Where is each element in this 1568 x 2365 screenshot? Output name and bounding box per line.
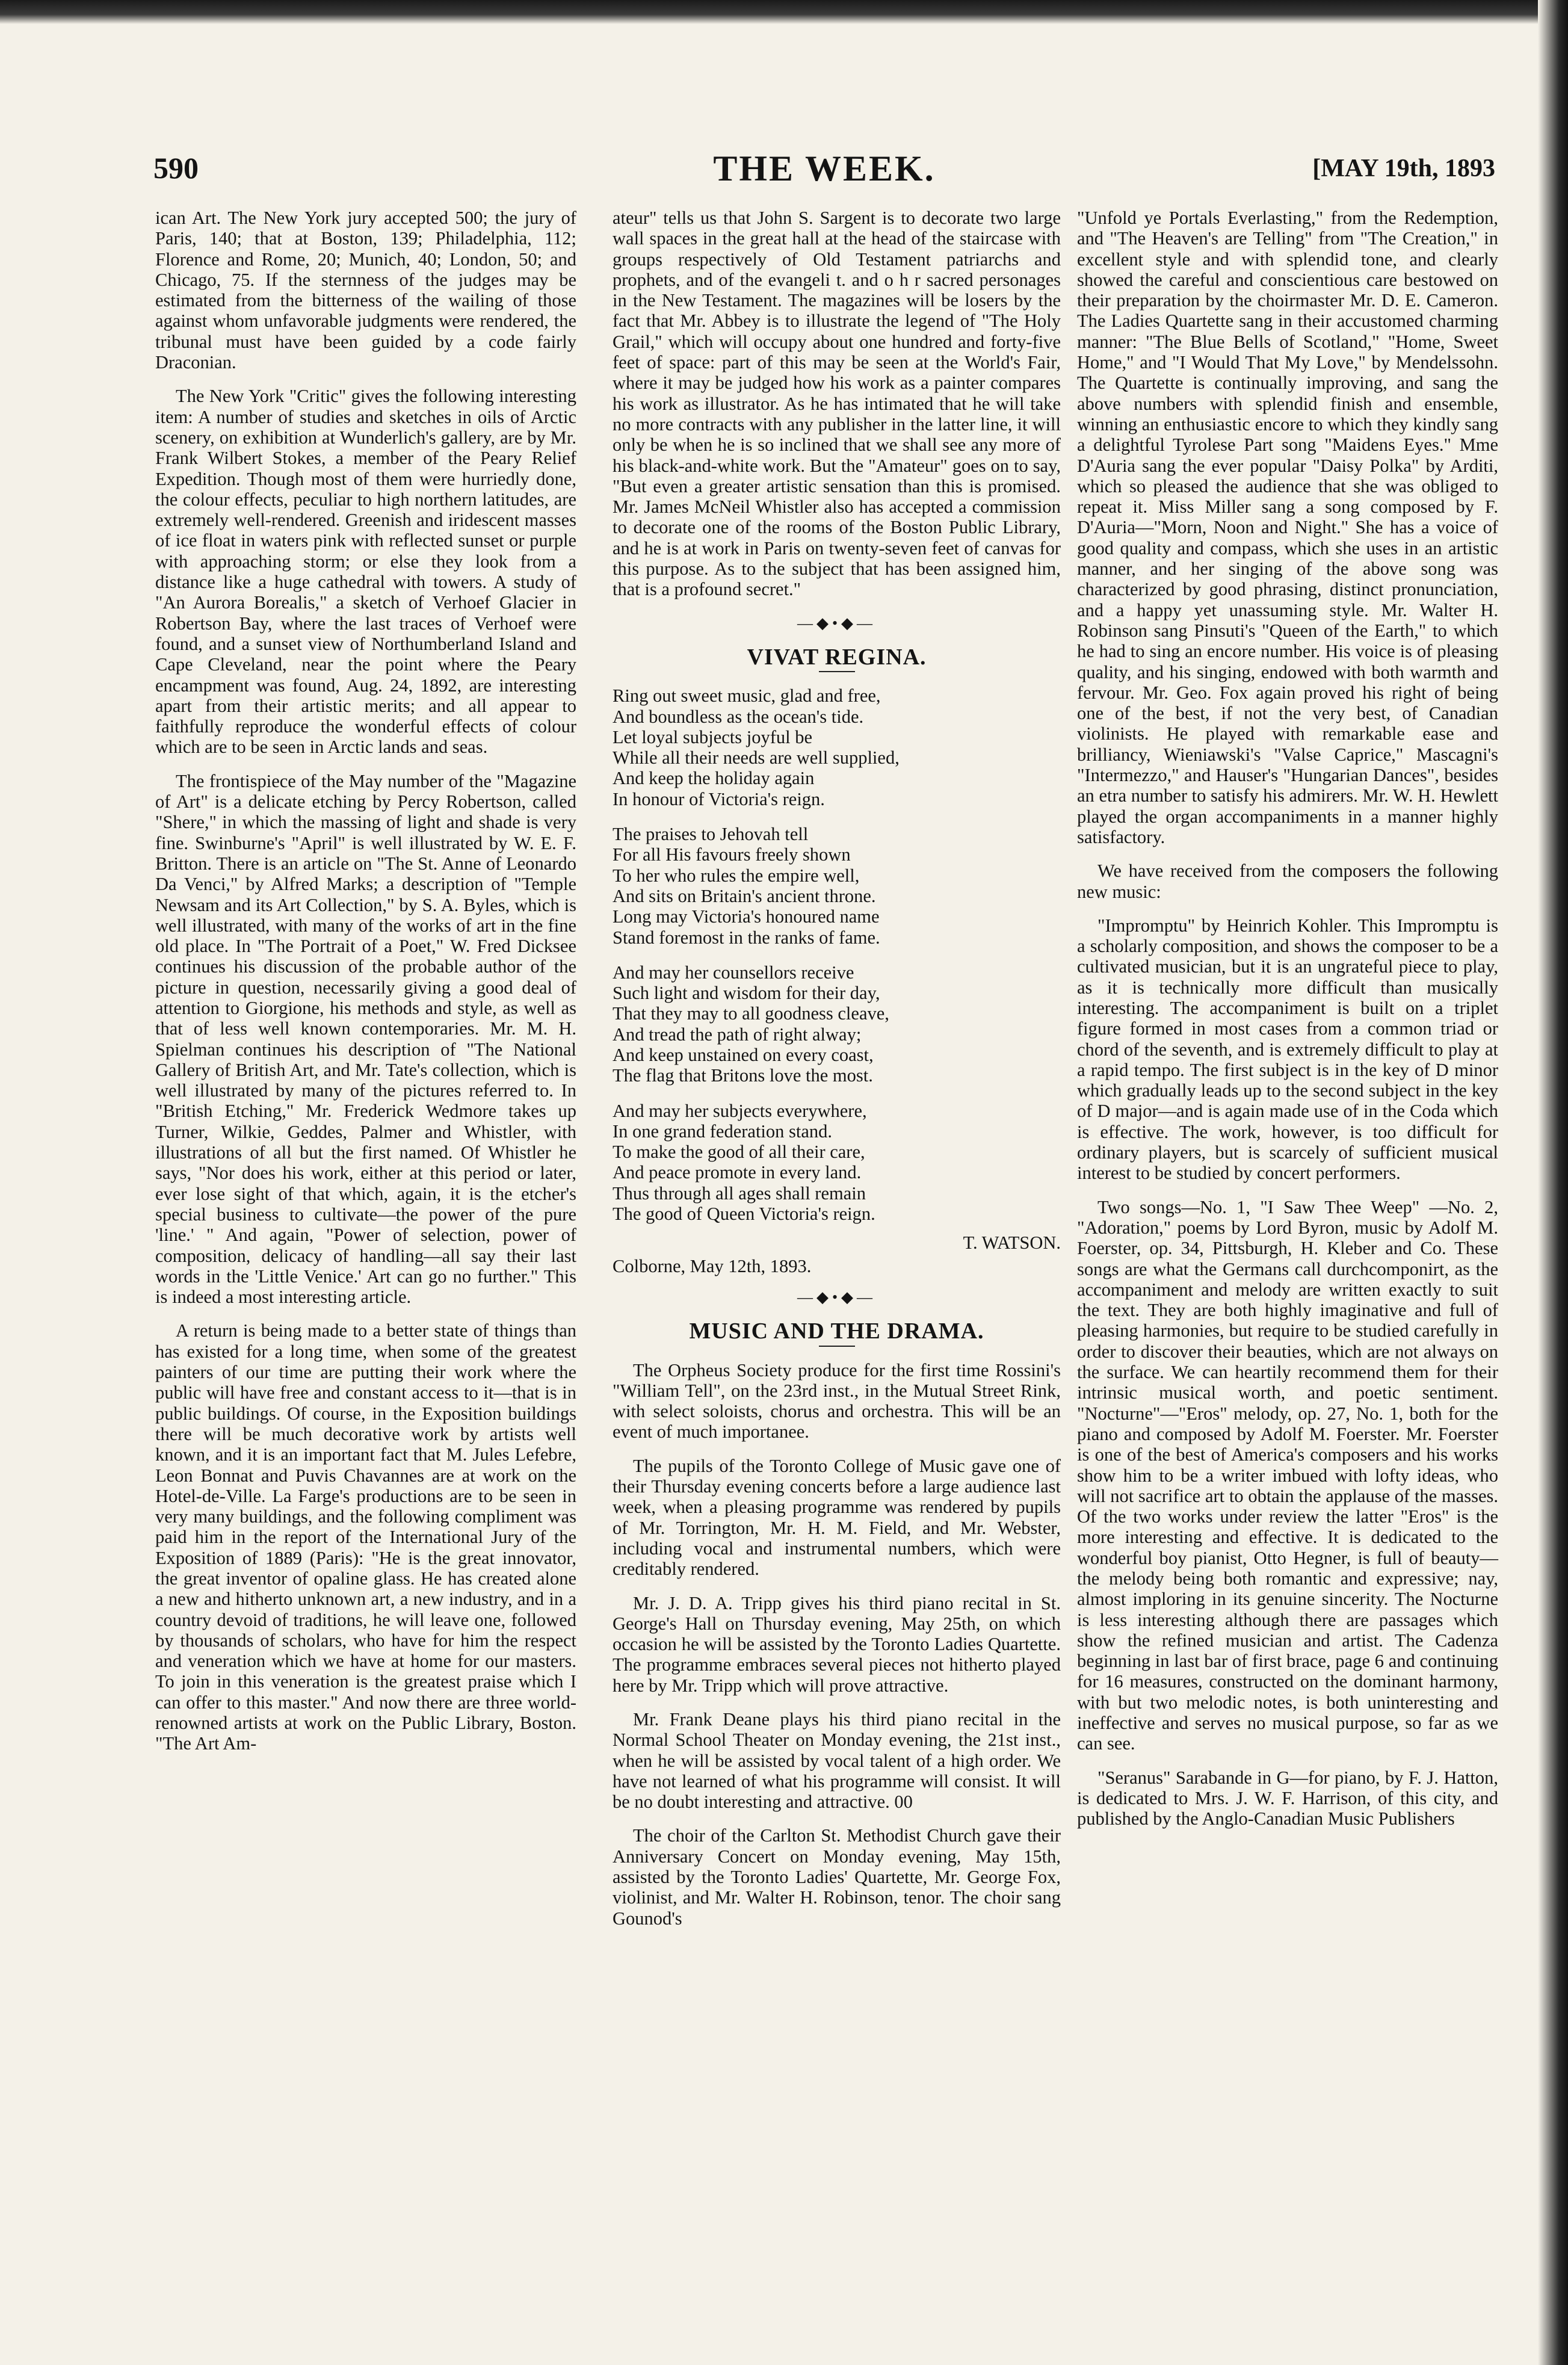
issue-date: [MAY 19th, 1893 bbox=[1312, 155, 1495, 182]
column-2 bbox=[613, 208, 1061, 1942]
music-paragraph: The Orpheus Society produce for the first time Rossini's "William Tell", on the 23rd inst., in the Mutual Street Rink, with select soloists, chorus and orchestra. This will be an event of much importanee. bbox=[613, 1359, 1061, 1442]
music-paragraph: "Impromptu" by Heinrich Kohler. This Impromptu is a scholarly composition, and shows the composer to be a cultivated musician, but it is an ungrateful piece to play, as it is technically more difficult than musically interesting. The accompaniment is built on a triplet figure formed in most cases from a common triad or chord of the seventh, and is extremely difficult to play at a rapid tempo. The first subject is in the key of D minor which gradually leads up to the second subject in the key of D major—and is again made use of in the Coda which is effective. The work, however, is too difficult for ordinary players, but is scarcely of sufficient musical interest to be studied by concert performers. bbox=[1077, 915, 1498, 1184]
page-top-edge bbox=[0, 0, 1568, 24]
poem-line: Thus through all ages shall remain bbox=[613, 1182, 866, 1204]
music-paragraph: The choir of the Carlton St. Methodist Church gave their Anniversary Concert on Monday evening, May 15th, assisted by the Toronto Ladies' Quartette, Mr. George Fox, violinist, and Mr. Walter H. Robinson, tenor. The choir sang Gounod's bbox=[613, 1825, 1061, 1929]
art-paragraph: ateur" tells us that John S. Sargent is to decorate two large wall spaces in the great hall at the head of the staircase with groups respectively of Old Testament patriarchs and prophets, and of the evangeli t. and o h r sacred personages in the New Testament. The magazines will be losers by the fact that Mr. Abbey is to illustrate the legend of "The Holy Grail," which will occupy about one hundred and forty-five feet of space: part of this may be seen at the World's Fair, where it may be judged how his work as a painter compares his work as illustrator. As he has intimated that he will take no more contracts with any publisher in the latter line, it will only be when he is so inclined that we shall see any more of his black-and-white work. But the "Amateur" goes on to say, "But even a greater artistic sensation than this is promised. Mr. James McNeil Whistler also has accepted a commission to decorate one of the rooms of the Boston Public Library, and he is at work in Paris on twenty-seven feet of canvas for this purpose. As to the subject that has been assigned him, that is a profound secret." bbox=[613, 208, 1061, 600]
title-rule bbox=[819, 671, 855, 672]
publication-title: THE WEEK. bbox=[713, 149, 936, 188]
section-title-music: MUSIC AND THE DRAMA. bbox=[689, 1319, 984, 1344]
poem-line: In honour of Victoria's reign. bbox=[613, 788, 825, 809]
poem-line: Such light and wisdom for their day, bbox=[613, 983, 880, 1004]
poem-line: And peace promote in every land. bbox=[613, 1162, 862, 1183]
poem-line: The good of Queen Victoria's reign. bbox=[613, 1204, 875, 1225]
poem-line: Long may Victoria's honoured name bbox=[613, 906, 880, 927]
poem-line: And keep unstained on every coast, bbox=[613, 1044, 874, 1065]
column-1 bbox=[155, 208, 576, 1767]
poem-dateline: Colborne, May 12th, 1893. bbox=[613, 1255, 812, 1276]
music-paragraph: We have received from the composers the following new music: bbox=[1077, 861, 1498, 902]
poem-line: And sits on Britain's ancient throne. bbox=[613, 885, 876, 906]
poem-stanza bbox=[613, 962, 1061, 1086]
title-rule bbox=[819, 1346, 855, 1347]
music-paragraph: "Seranus" Sarabande in G—for piano, by F. J. Hatton, is dedicated to Mrs. J. W. F. Harrison, of this city, and published by the Anglo-Canadian Music Publishers bbox=[1077, 1767, 1498, 1829]
section-divider-ornament: —◆•◆— bbox=[797, 1288, 877, 1306]
poem-line: Stand foremost in the ranks of fame. bbox=[613, 927, 880, 948]
page-header bbox=[153, 150, 1495, 199]
poem-line: And boundless as the ocean's tide. bbox=[613, 706, 864, 727]
poem-line: Let loyal subjects joyful be bbox=[613, 726, 813, 747]
poem-stanza bbox=[613, 685, 1061, 809]
art-paragraph: The New York "Critic" gives the following interesting item: A number of studies and sketches in oils of Arctic scenery, on exhibition at Wunderlich's gallery, are by Mr. Frank Wilbert Stokes, a member of the Peary Relief Expedition. Though most of them were hurriedly done, the colour effects, peculiar to high northern latitudes, are extremely well-rendered. Greenish and iridescent masses of ice float in waters pink with reflected sunset or purple with approaching storm; or else they look from a distance like a huge cathedral with towers. A study of "An Aurora Borealis," a sketch of Verhoef Glacier in Robertson Bay, where the last traces of Verhoef were found, and a sunset view of Northumberland Island and Cape Cleveland, near the point where the Peary encampment was found, Aug. 24, 1892, are interesting apart from their artistic merits; and all appear to faithfully reproduce the wonderful effects of colour which are to be seen in Arctic lands and seas. bbox=[155, 386, 576, 758]
art-paragraph: The frontispiece of the May number of the "Magazine of Art" is a delicate etching by Percy Robertson, called "Shere," in which the massing of light and shade is very fine. Swinburne's "April" is well illustrated by W. E. F. Britton. There is an article on "The St. Anne of Leonardo Da Venci," by Alfred Marks; a description of "Temple Newsam and its Art Collection," by S. A. Byles, which is well illustrated, with many of the works of art in the fine old place. In "The Portrait of a Poet," W. Fred Dicksee continues his discussion of the probable author of the picture in question, necessarily giving a good deal of attention to Giorgione, his methods and style, as well as that of less well known contemporaries. Mr. M. H. Spielman continues his description of "The National Gallery of British Art, and Mr. Tate's collection, which is well illustrated by many of the pictures referred to. In "British Etching," Mr. Frederick Wedmore takes up Turner, Wilkie, Geddes, Palmer and Whistler, with illustrations of all but the first named. Of Whistler he says, "Nor does his work, either at this period or later, ever lose sight of that which, again, it is the etcher's special business to cultivate—the power of the pure 'line.' " And again, "Power of selection, power of composition, delicacy of handling—all say their last words in the 'Little Venice.' Art can go no further." This is indeed a most interesting article. bbox=[155, 770, 576, 1308]
poem-stanza bbox=[613, 1101, 1061, 1225]
column-3 bbox=[1077, 208, 1498, 1843]
music-paragraph: Mr. Frank Deane plays his third piano recital in the Normal School Theater on Monday evening, the 21st inst., when he will be assisted by vocal talent of a high order. We have not learned of what his programme will consist. It will be no doubt interesting and attractive. 00 bbox=[613, 1709, 1061, 1813]
music-paragraph: Two songs—No. 1, "I Saw Thee Weep" —No. 2, "Adoration," poems by Lord Byron, music by Adolf M. Foerster, op. 34, Pittsburgh, H. Kleber and Co. These songs are what the Germans call durchcomponirt, as the accompaniment and melody are written exactly to suit the text. They are both highly imaginative and full of pleasing harmonies, but require to be studied carefully in order to discover their beauties, which are not always on the surface. We can heartily recommend them for their intrinsic musical worth, and poetic sentiment. "Nocturne"—"Eros" melody, op. 27, No. 1, both for the piano and composed by Adolf M. Foerster. Mr. Foerster is one of the best of America's composers and his works show him to be a writer imbued with lofty ideas, who will not sacrifice art to obtain the applause of the masses. Of the two works under review the latter "Eros" is the more interesting and effective. It is dedicated to the wonderful boy pianist, Otto Hegner, is full of beauty—the melody being both romantic and expressive; nay, almost imploring in its genuine sincerity. The Nocturne is less interesting although there are passages which show the refined musician and artist. The Cadenza beginning in last bar of first brace, page 6 and continuing for 16 measures, constructed on the dominant harmony, with but two melodic notes, is both uninteresting and ineffective and serves no musical purpose, so far as we can see. bbox=[1077, 1196, 1498, 1754]
poem-line: And keep the holiday again bbox=[613, 768, 815, 789]
page-binding-edge bbox=[1538, 0, 1568, 2365]
art-paragraph: A return is being made to a better state of things than has existed for a long time, when some of the greatest painters of our time are putting their work where the public will have free and constant access to it—that is in public buildings. Of course, in the Exposition buildings there will be much decorative work by artists well known, and it is an important fact that M. Jules Lefebre, Leon Bonnat and Puvis Chavannes are at work on the Hotel-de-Ville. La Farge's productions are to be seen in very many buildings, and the following compliment was paid him in the report of the International Jury of the Exposition of 1889 (Paris): "He is the great innovator, the great inventor of opaline glass. He has created alone a new and hitherto unknown art, a new industry, and in a country devoid of traditions, he will leave one, followed by thousands of scholars, who have for him the respect and veneration which we have at home for our masters. To join in this veneration is the greatest praise which I can offer to this master." And now there are three world-renowned artists at work on the Public Library, Boston. "The Art Am- bbox=[155, 1320, 576, 1754]
poem-line: To her who rules the empire well, bbox=[613, 865, 860, 886]
poem-line: The praises to Jehovah tell bbox=[613, 824, 809, 845]
poem-line: And tread the path of right alway; bbox=[613, 1024, 862, 1045]
poem-line: While all their needs are well supplied, bbox=[613, 747, 900, 768]
section-divider-ornament: —◆•◆— bbox=[797, 614, 877, 632]
poem-line: And may her subjects everywhere, bbox=[613, 1100, 867, 1121]
poem-line: That they may to all goodness cleave, bbox=[613, 1003, 889, 1024]
poem-line: Ring out sweet music, glad and free, bbox=[613, 685, 881, 706]
music-paragraph: The pupils of the Toronto College of Music gave one of their Thursday evening concerts before a large audience last week, when a pleasing programme was rendered by pupils of Mr. Torrington, Mr. H. M. Field, and Mr. Webster, including vocal and instrumental numbers, which were creditably rendered. bbox=[613, 1455, 1061, 1580]
poem-line: And may her counsellors receive bbox=[613, 962, 854, 983]
poem-line: The flag that Britons love the most. bbox=[613, 1065, 873, 1086]
art-paragraph: ican Art. The New York jury accepted 500; the jury of Paris, 140; that at Boston, 139; Philadelphia, 112; Florence and Rome, 20; Munich, 40; London, 50; and Chicago, 75. If the sternness of the judges may be estimated from the bitterness of the wailing of those against whom unfavorable judgments were rendered, the tribunal must have been guided by a code fairly Draconian. bbox=[155, 208, 576, 373]
music-paragraph: "Unfold ye Portals Everlasting," from the Redemption, and "The Heaven's are Telling" from "The Creation," in excellent style and with splendid tone, and clearly showed the careful and conscientious care bestowed on their preparation by the choirmaster Mr. D. E. Cameron. The Ladies Quartette sang in their accustomed charming manner: "The Blue Bells of Scotland," "Home, Sweet Home," and "I Would That My Love," by Mendelssohn. The Quartette is continually improving, and sang the above numbers with splendid finish and ensemble, winning an enthusiastic encore to which they kindly sang a delightful Tyrolese Part song "Maidens Eyes." Mme D'Auria sang the ever popular "Daisy Polka" by Arditi, which so pleased the audience that she was obliged to repeat it. Miss Miller sang a song composed by F. D'Auria—"Morn, Noon and Night." She has a voice of good quality and compass, which she uses in an artistic manner, and her singing of the above song was characterized by good phrasing, distinct pronunciation, and a happy yet unassuming style. Mr. Walter H. Robinson sang Pinsuti's "Queen of the Earth," to which he had to sing an encore number. His voice is of pleasing quality, and his singing, endowed with both warmth and fervour. Mr. Geo. Fox again proved his right of being one of the best, if not the very best, of Canadian violinists. He played with remarkable ease and brilliancy, Wieniawski's "Valse Caprice," Mascagni's "Intermezzo," and Hauser's "Hungarian Dances", besides an etra number to satisfy his admirers. Mr. W. H. Hewlett played the organ accompaniments in a manner highly satisfactory. bbox=[1077, 208, 1498, 847]
poem-line: For all His favours freely shown bbox=[613, 844, 851, 865]
poem-line: To make the good of all their care, bbox=[613, 1142, 865, 1163]
poem bbox=[613, 685, 1061, 1276]
poem-stanza bbox=[613, 824, 1061, 948]
page-number: 590 bbox=[153, 151, 199, 185]
music-paragraph: Mr. J. D. A. Tripp gives his third piano recital in St. George's Hall on Thursday evening, May 25th, on which occasion he will be assisted by the Toronto Ladies Quartette. The programme embraces several pieces not hitherto played here by Mr. Tripp which will prove attractive. bbox=[613, 1592, 1061, 1696]
poem-author: T. WATSON. bbox=[963, 1232, 1061, 1254]
poem-line: In one grand federation stand. bbox=[613, 1121, 833, 1142]
poem-title: VIVAT REGINA. bbox=[747, 644, 927, 670]
